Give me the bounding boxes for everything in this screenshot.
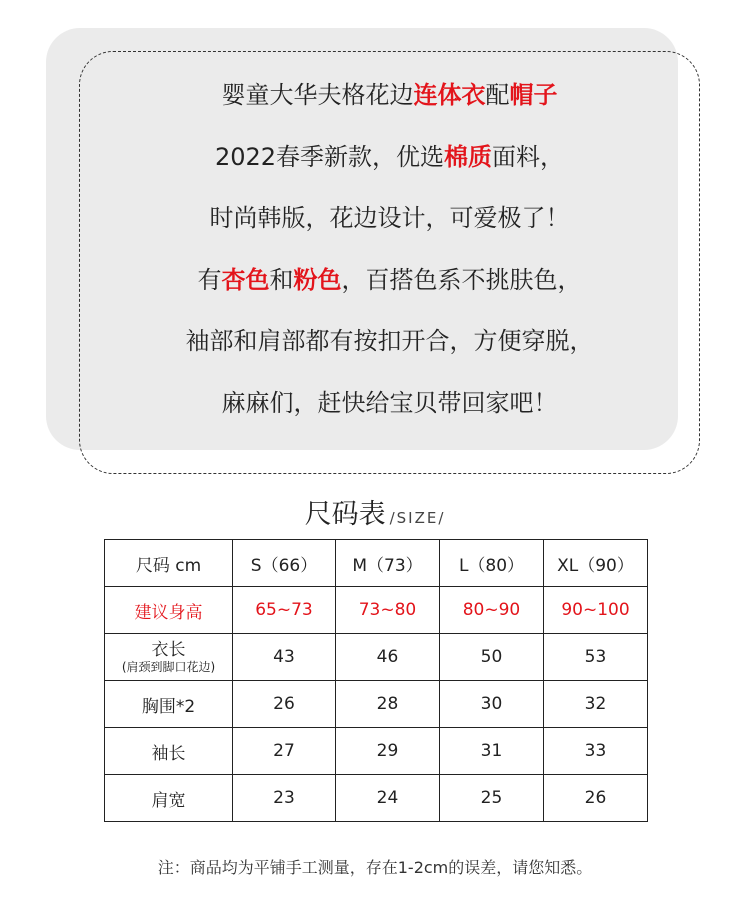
table-cell: 28 <box>336 681 440 728</box>
table-row <box>105 728 648 775</box>
measurement-footnote: 注：商品均为平铺手工测量，存在1-2cm的误差，请您知悉。 <box>157 858 593 877</box>
table-header-row <box>105 540 648 587</box>
header-cell: M（73） <box>336 540 440 587</box>
table-row <box>105 634 648 681</box>
intro-line <box>79 72 700 134</box>
table-cell: 90~100 <box>544 587 648 634</box>
intro-highlight: 粉色 <box>293 265 342 294</box>
intro-line <box>79 380 700 442</box>
intro-segment: 2022春季新款，优选 <box>214 142 445 171</box>
size-table <box>104 539 648 822</box>
intro-segment: 有 <box>197 265 222 294</box>
table-cell: 46 <box>336 634 440 681</box>
intro-segment: ，百搭色系不挑肤色， <box>341 265 582 294</box>
header-cell: XL（90） <box>544 540 648 587</box>
row-label: 衣长 <box>151 640 186 660</box>
intro-highlight: 帽子 <box>509 81 558 109</box>
table-cell: 26 <box>544 775 648 822</box>
intro-segment: 和 <box>269 265 294 294</box>
intro-line <box>79 318 700 380</box>
intro-segment: 婴童大华夫格花边 <box>221 81 414 109</box>
intro-segment: 麻麻们，赶快给宝贝带回家吧！ <box>221 388 558 417</box>
table-cell: 50 <box>440 634 544 681</box>
header-cell: L（80） <box>440 540 544 587</box>
size-chart-title: 尺码表 <box>304 499 386 530</box>
table-cell: 29 <box>336 728 440 775</box>
size-chart-subtitle: /SIZE/ <box>389 509 446 527</box>
table-row <box>105 681 648 728</box>
row-label: 袖长 <box>105 728 233 775</box>
table-cell: 26 <box>233 681 336 728</box>
table-cell: 53 <box>544 634 648 681</box>
table-cell: 31 <box>440 728 544 775</box>
row-label-note: (肩颈到脚口花边) <box>121 660 216 674</box>
intro-line <box>79 195 700 257</box>
header-cell: 尺码 cm <box>105 540 233 587</box>
intro-text-block <box>79 72 700 441</box>
row-label: 建议身高 <box>105 587 233 634</box>
intro-highlight: 杏色 <box>221 265 270 294</box>
table-cell: 43 <box>233 634 336 681</box>
intro-segment: 配 <box>485 81 510 109</box>
table-row <box>105 775 648 822</box>
intro-line <box>79 134 700 196</box>
table-cell: 80~90 <box>440 587 544 634</box>
table-cell: 73~80 <box>336 587 440 634</box>
intro-highlight: 棉质 <box>444 142 493 171</box>
row-label-cell <box>105 634 233 681</box>
table-row <box>105 587 648 634</box>
intro-segment: 面料， <box>492 142 565 171</box>
table-cell: 23 <box>233 775 336 822</box>
header-cell: S（66） <box>233 540 336 587</box>
table-cell: 33 <box>544 728 648 775</box>
table-cell: 30 <box>440 681 544 728</box>
row-label: 胸围*2 <box>105 681 233 728</box>
row-label: 肩宽 <box>105 775 233 822</box>
table-cell: 24 <box>336 775 440 822</box>
intro-line <box>79 257 700 319</box>
table-cell: 27 <box>233 728 336 775</box>
table-cell: 65~73 <box>233 587 336 634</box>
table-cell: 32 <box>544 681 648 728</box>
size-chart-heading <box>0 492 750 531</box>
intro-highlight: 连体衣 <box>413 81 486 109</box>
table-cell: 25 <box>440 775 544 822</box>
intro-segment: 时尚韩版，花边设计，可爱极了！ <box>209 204 570 232</box>
intro-segment: 袖部和肩部都有按扣开合，方便穿脱， <box>185 327 594 355</box>
